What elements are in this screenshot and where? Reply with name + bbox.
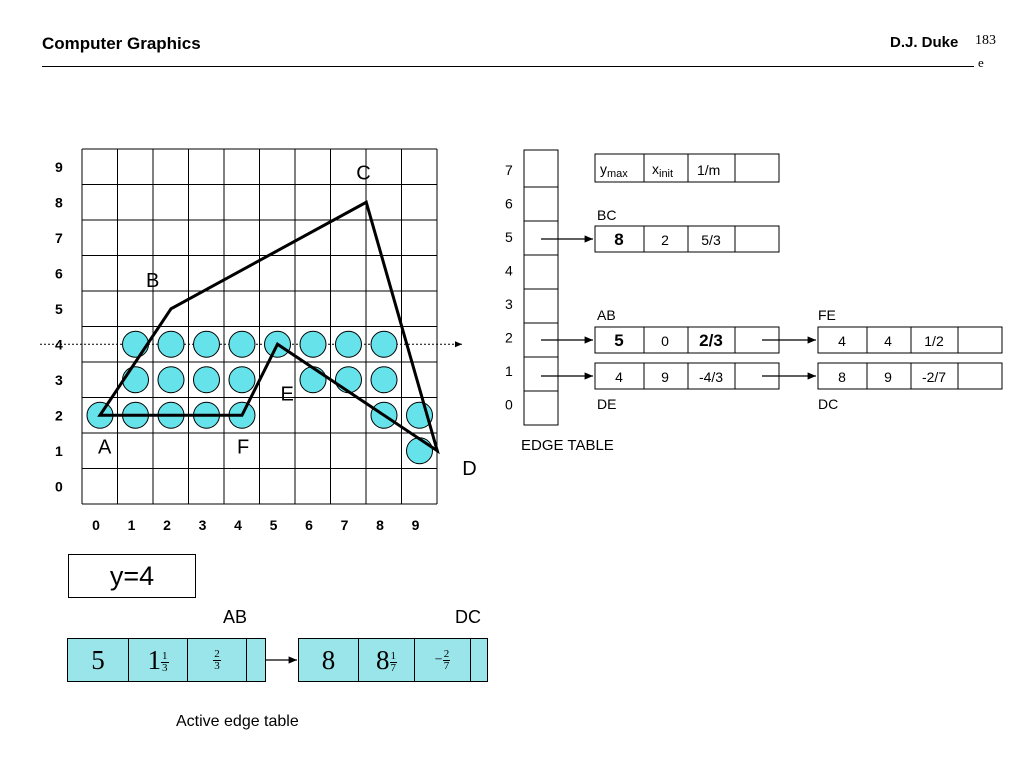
edge-table-index: 1 [505,363,513,379]
pixel-circle [371,367,397,393]
edge-record-cell: 8 [614,230,624,249]
edge-records [595,207,1002,412]
edge-record-cell: -4/3 [698,369,724,385]
edge-record-cell: 1/2 [924,333,944,349]
aet-edge-name-ab: AB [223,607,248,627]
aet-ab-pointer [247,639,266,682]
x-tick-label: 6 [305,517,313,533]
pixel-circle [123,367,149,393]
edge-record-cell: 5/3 [701,232,721,248]
aet-dc-x: 8 $\frac{1}{7}$ [359,639,415,682]
page-number: 183 [975,33,996,48]
edge-record-bc [595,207,779,252]
pixel-circle [300,367,326,393]
pixel-circle [158,331,184,357]
aet-ab-slope: $\frac{2}{3}$ [188,639,247,682]
x-tick-label: 5 [269,517,278,533]
scanline-label: y=4 [68,554,196,598]
pixel-circle [300,331,326,357]
page-title: Computer Graphics [42,34,201,53]
vertex-label: F [237,436,250,459]
x-axis-ticks [92,517,420,533]
grid-lines [82,149,437,504]
y-tick-label: 9 [55,158,63,175]
vertex-label: C [356,162,371,185]
page-suffix: e [978,55,984,70]
edge-record-header [595,154,779,182]
edge-table-index: 5 [505,229,513,245]
aet-ab-ymax: 5 [68,639,129,682]
edge-record-cell: 9 [661,369,669,385]
edge-record-cell: 2/3 [699,331,723,350]
edge-record-cell: 4 [838,333,846,349]
edge-record-cell: 4 [615,369,623,385]
aet-dc-pointer [471,639,488,682]
edge-record-cell: 2 [661,232,669,248]
x-tick-label: 2 [163,517,171,533]
aet-record-dc [298,638,488,682]
edge-table-index: 0 [505,396,513,413]
edge-record-label: DE [597,396,617,412]
aet-dc-slope: − $\frac{2}{7}$ [415,639,471,682]
x-tick-label: 4 [234,517,242,533]
pixel-circle [194,367,220,393]
y-tick-label: 4 [55,336,63,353]
aet-ab-x: 1 $\frac{1}{3}$ [129,639,188,682]
edge-record-ab [595,307,779,353]
x-tick-label: 7 [340,517,349,533]
header-ymax: $y_{max}$ [600,161,628,180]
y-tick-label: 5 [55,300,63,317]
header-slope: 1/m [697,162,721,178]
edge-table-index-labels [505,162,513,413]
x-tick-label: 3 [198,517,207,533]
edge-record-label: DC [818,396,839,412]
header-xinit: $x_{init}$ [652,161,674,180]
pixel-circle [194,331,220,357]
edge-record-cell: 8 [838,369,846,385]
edge-record-cell: 5 [614,331,624,350]
vertex-labels [98,162,477,480]
pixel-circle [229,331,255,357]
edge-table-index: 2 [505,329,513,346]
pixel-circle [158,367,184,393]
edge-record-label: BC [597,207,617,223]
pixel-circle [336,331,362,357]
edge-table-index: 3 [505,296,513,312]
author-label: D.J. Duke [890,34,959,51]
x-tick-label: 1 [127,517,136,533]
x-tick-label: 9 [411,517,420,533]
pixel-circle [407,438,433,464]
x-tick-label: 0 [92,517,100,533]
y-tick-label: 3 [55,371,63,388]
aet-caption: Active edge table [176,713,299,730]
edge-table-index: 7 [505,162,513,178]
y-tick-label: 0 [55,478,63,495]
edge-record-de [595,363,779,412]
edge-record-dc [818,363,1002,412]
edge-table [524,150,558,425]
vertex-label: B [146,269,160,292]
edge-table-index: 4 [505,262,513,279]
y-tick-label: 7 [55,229,63,246]
pixel-circle [229,367,255,393]
pixel-circle [336,367,362,393]
edge-record-cell: 9 [884,369,892,385]
edge-table-caption: EDGE TABLE [521,437,614,454]
x-tick-label: 8 [376,517,384,533]
edge-table-arrows [541,239,816,376]
y-axis-ticks [55,159,63,495]
y-tick-label: 6 [55,265,63,282]
edge-record-fe [818,307,1002,353]
pixel-circle [123,331,149,357]
edge-record-cell: 0 [661,333,669,349]
pixel-circle [371,331,397,357]
aet-record-ab [67,638,266,682]
y-tick-label: 8 [55,194,63,211]
y-tick-label: 2 [55,407,63,424]
edge-table-index: 6 [505,195,513,212]
edge-record-cell: 4 [884,333,892,349]
aet-edge-name-dc: DC [455,607,481,627]
vertex-label: E [280,383,294,406]
vertex-label: A [98,436,112,459]
aet-dc-ymax: 8 [299,639,359,682]
vertex-label: D [462,457,477,480]
edge-record-label: FE [818,307,836,323]
y-tick-label: 1 [55,442,63,459]
edge-record-cell: -2/7 [921,369,947,385]
edge-record-label: AB [597,307,616,323]
